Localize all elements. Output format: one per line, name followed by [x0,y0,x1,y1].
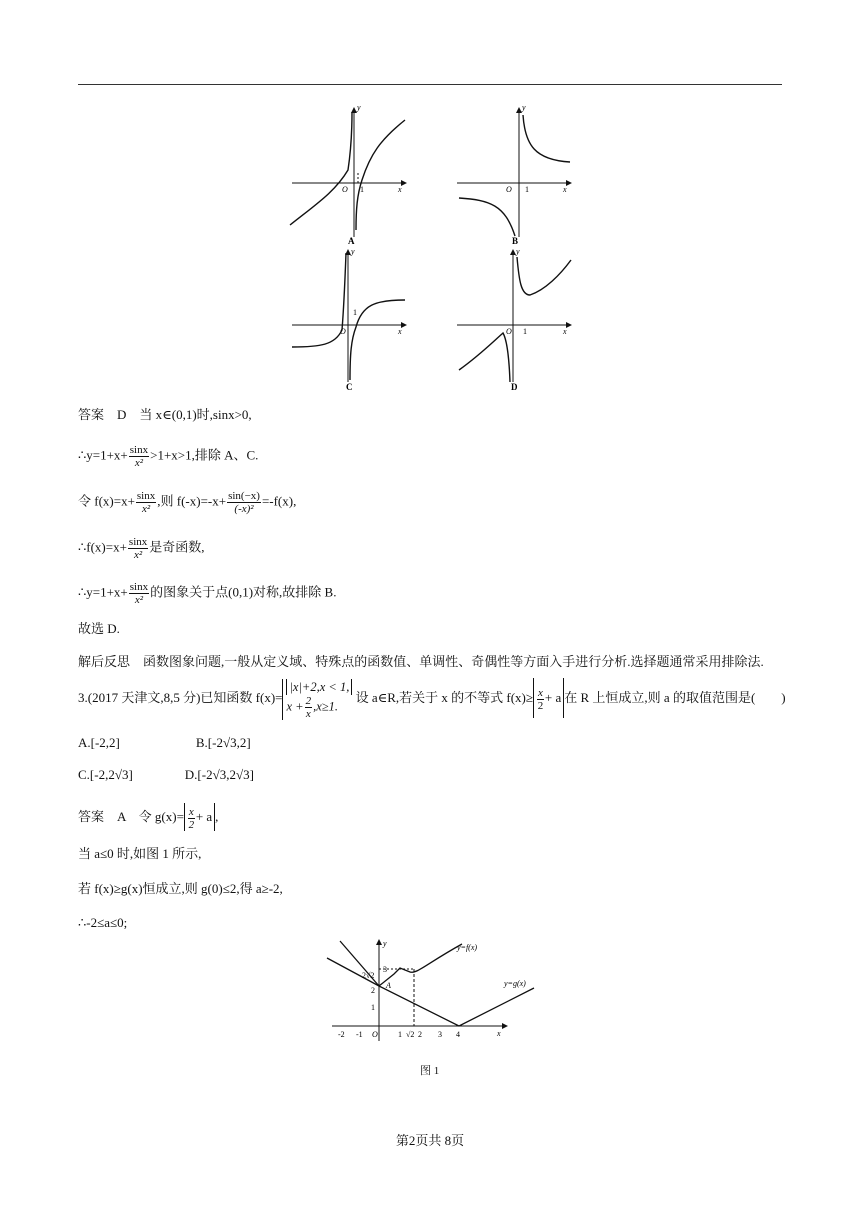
graph-b [457,108,571,237]
option-d[interactable]: D.[-2√3,2√3] [184,767,254,782]
svg-text:2√2: 2√2 [362,971,375,980]
graph-d-origin: O [506,327,512,336]
graph-d-label: D [511,382,518,392]
svg-text:y=g(x): y=g(x) [504,979,526,988]
svg-text:3: 3 [438,1030,442,1039]
graph-a [290,108,406,237]
graph-a-label: A [348,236,355,246]
svg-text:-2: -2 [338,1030,345,1039]
q2-choose: 故选 D. [78,621,120,636]
fraction-sinx-x2: $\frac{\sin x}{\text{x²}}$ [136,490,156,515]
piecewise-function: |x|+2,x < 1, x + $\frac{2}{x}$ ,x≥1. [282,679,352,720]
graph-b-label: B [512,236,519,246]
graph-c-one: 1 [353,308,357,317]
fig1-f-curve [340,941,462,986]
option-b[interactable]: B.[-2√3,2] [195,735,251,750]
graph-b-one: 1 [525,185,529,194]
q2-answer-head: 答案 D 当 x∈(0,1)时,sinx>0, [78,407,252,422]
q2-line4: ∴f(x)=x+ $\frac{\sin x}{\text{x²}}$ 是奇函数, [78,536,205,561]
graph-d [457,250,571,382]
graph-b-x: x [563,185,567,194]
q3-options-row2 [78,767,254,783]
q2-line3: 令 f(x)=x+ $\frac{\sin x}{\text{x²}}$ ,则 f(-x)=-x+ $\frac{\sin(-x)}{\text{(-x)²}}$ =-f(x), [78,490,297,515]
q2-line2: ∴y=1+x+ $\frac{\sin x}{\text{x²}}$ >1+x>1,排除 A、C. [78,444,259,469]
svg-text:x: x [497,1029,501,1038]
graph-a-y: y [357,103,361,112]
graph-d-y: y [516,247,520,256]
svg-text:y: y [383,939,387,948]
q3-stem: 3.(2017 天津文,8,5 分)已知函数 f(x)= |x|+2,x < 1, x + $\frac{2}{x}$ ,x≥1. 设 a∈R,若关于 x 的不等式 f(x)≥ $\frac{x}{2}$ + a 在 R 上恒成立,则 a 的取值范围是( ) [78,679,786,720]
q2-reflection: 解后反思 函数图象问题,一般从定义域、特殊点的函数值、单调性、奇偶性等方面入手进行分析.选择题通常采用排除法. [78,654,764,669]
svg-text:-1: -1 [356,1030,363,1039]
figure-q2-options [280,100,580,395]
option-a[interactable]: A.[-2,2] [78,735,120,750]
option-c[interactable]: C.[-2,2√3] [78,767,133,782]
fraction-sinx-x2: $\frac{\sin x}{\text{x²}}$ [128,536,148,561]
svg-text:2: 2 [418,1030,422,1039]
graph-c-x: x [398,327,402,336]
abs-expression: $\frac{x}{2}$ + a [533,678,564,718]
q3-step1: 当 a≤0 时,如图 1 所示, [78,846,202,861]
fig1-g-curve [327,958,534,1026]
svg-text:y=f(x): y=f(x) [457,943,478,952]
graph-a-one: 1 [360,185,364,194]
header-rule [78,84,782,85]
figure-1-caption: 图 1 [420,1065,440,1077]
graph-b-y: y [522,103,526,112]
abs-expression: $\frac{x}{2}$ + a [184,803,215,831]
graph-c-y: y [351,247,355,256]
graph-a-x: x [398,185,402,194]
graph-a-origin: O [342,185,348,194]
q3-step3: ∴-2≤a≤0; [78,915,128,930]
page-footer: 第2页共 8页 [395,1133,465,1148]
q2-line5: ∴y=1+x+ $\frac{\sin x}{\text{x²}}$ 的图象关于点(0,1)对称,故排除 B. [78,581,337,606]
svg-text:O: O [372,1030,378,1039]
q3-options-row1 [78,735,251,751]
graph-c-label: C [346,382,353,392]
fraction-sinx-x2: $\frac{\sin x}{\text{x²}}$ [129,444,149,469]
svg-text:4: 4 [456,1030,460,1039]
graph-d-x: x [563,327,567,336]
q3-answer-head: 答案 A 令 g(x)= $\frac{x}{2}$ + a , [78,803,218,831]
figure-1 [322,936,542,1048]
graph-c [292,250,406,382]
fraction-sinx-x2: $\frac{\sin x}{\text{x²}}$ [129,581,149,606]
svg-text:A: A [386,981,391,990]
q3-step2: 若 f(x)≥g(x)恒成立,则 g(0)≤2,得 a≥-2, [78,881,283,896]
svg-text:√2: √2 [406,1030,415,1039]
svg-text:2: 2 [371,986,375,995]
graph-b-origin: O [506,185,512,194]
graph-c-origin: O [340,327,346,336]
graph-d-one: 1 [523,327,527,336]
svg-text:1: 1 [371,1003,375,1012]
fraction-sin-negx: $\frac{\sin(-x)}{\text{(-x)²}}$ [228,490,260,515]
svg-text:3: 3 [383,965,387,974]
svg-text:1: 1 [398,1030,402,1039]
